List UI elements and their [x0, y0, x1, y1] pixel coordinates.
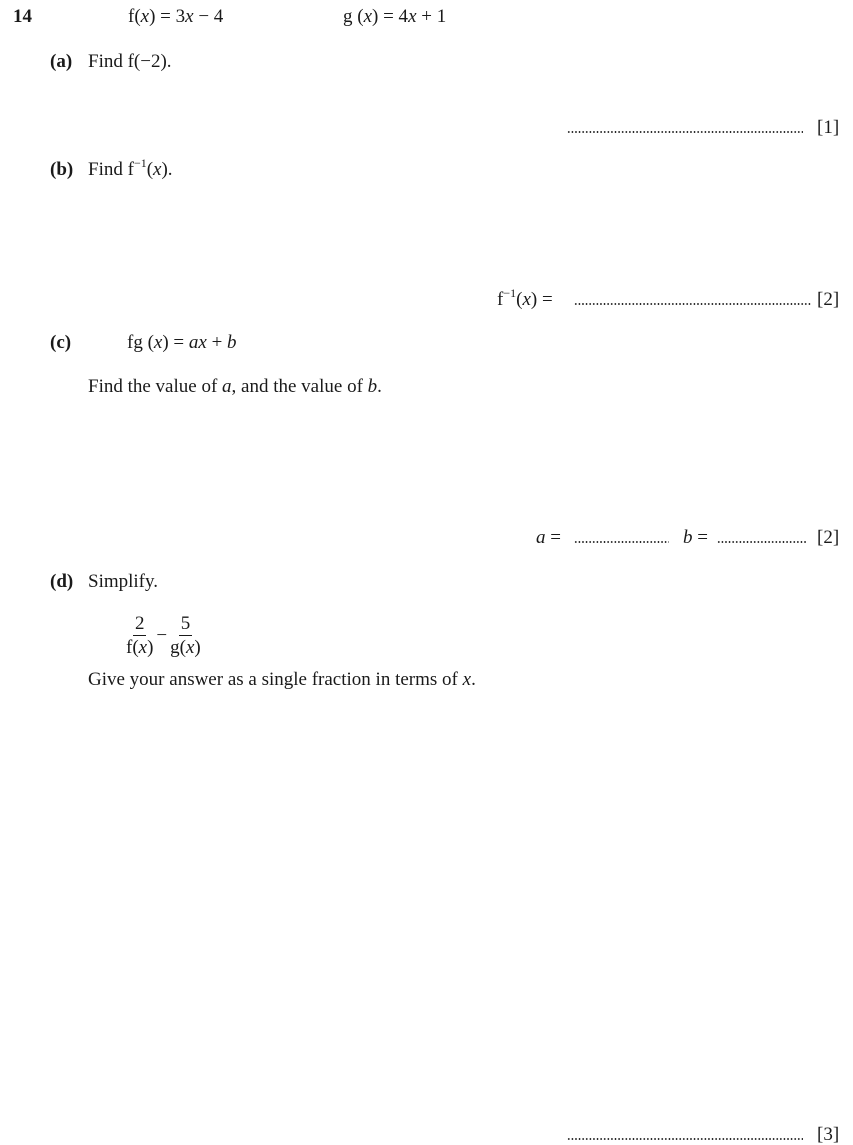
part-d-instruction: Give your answer as a single fraction in terms of x. [88, 669, 476, 690]
part-c-label: (c) [50, 332, 72, 353]
g-definition: g (x) = 4x + 1 [343, 6, 447, 27]
part-b-answer-line[interactable] [574, 290, 812, 309]
part-a-label: (a) [50, 51, 73, 72]
part-c-prompt: Find the value of a, and the value of b. [88, 376, 382, 397]
part-c-equation: fg (x) = ax + b [127, 332, 237, 353]
part-d-expression: $\frac{2}{f(x)}$ − $\frac{5}{g(x)}$ [126, 613, 201, 658]
part-d-answer-line[interactable] [567, 1125, 803, 1144]
part-b-prompt: Find $f^{-1}(x)$. [88, 156, 173, 180]
part-c-b-answer-line[interactable] [717, 528, 807, 547]
part-a-prompt: Find f(−2). [88, 51, 172, 72]
f-definition: f(x) = 3x − 4 [128, 6, 224, 27]
part-d-mark: [3] [817, 1124, 840, 1145]
part-a-answer-line[interactable] [567, 118, 803, 137]
part-c-a-label: a = [536, 527, 561, 548]
part-b-label: (b) [50, 159, 74, 180]
fraction-2-over-f: $\frac{2}{f(x)}$ [126, 613, 154, 658]
part-c-mark: [2] [817, 527, 840, 548]
part-a-mark: [1] [817, 117, 840, 138]
part-c-a-answer-line[interactable] [574, 528, 669, 547]
fraction-5-over-g: $\frac{5}{g(x)}$ [170, 613, 201, 658]
part-d-label: (d) [50, 571, 74, 592]
part-b-mark: [2] [817, 289, 840, 310]
part-b-answer-lhs: $f^{-1}(x)$ = [497, 286, 553, 310]
part-c-b-label: b = [683, 527, 708, 548]
part-d-prompt: Simplify. [88, 571, 159, 592]
question-number: 14 [13, 6, 32, 27]
